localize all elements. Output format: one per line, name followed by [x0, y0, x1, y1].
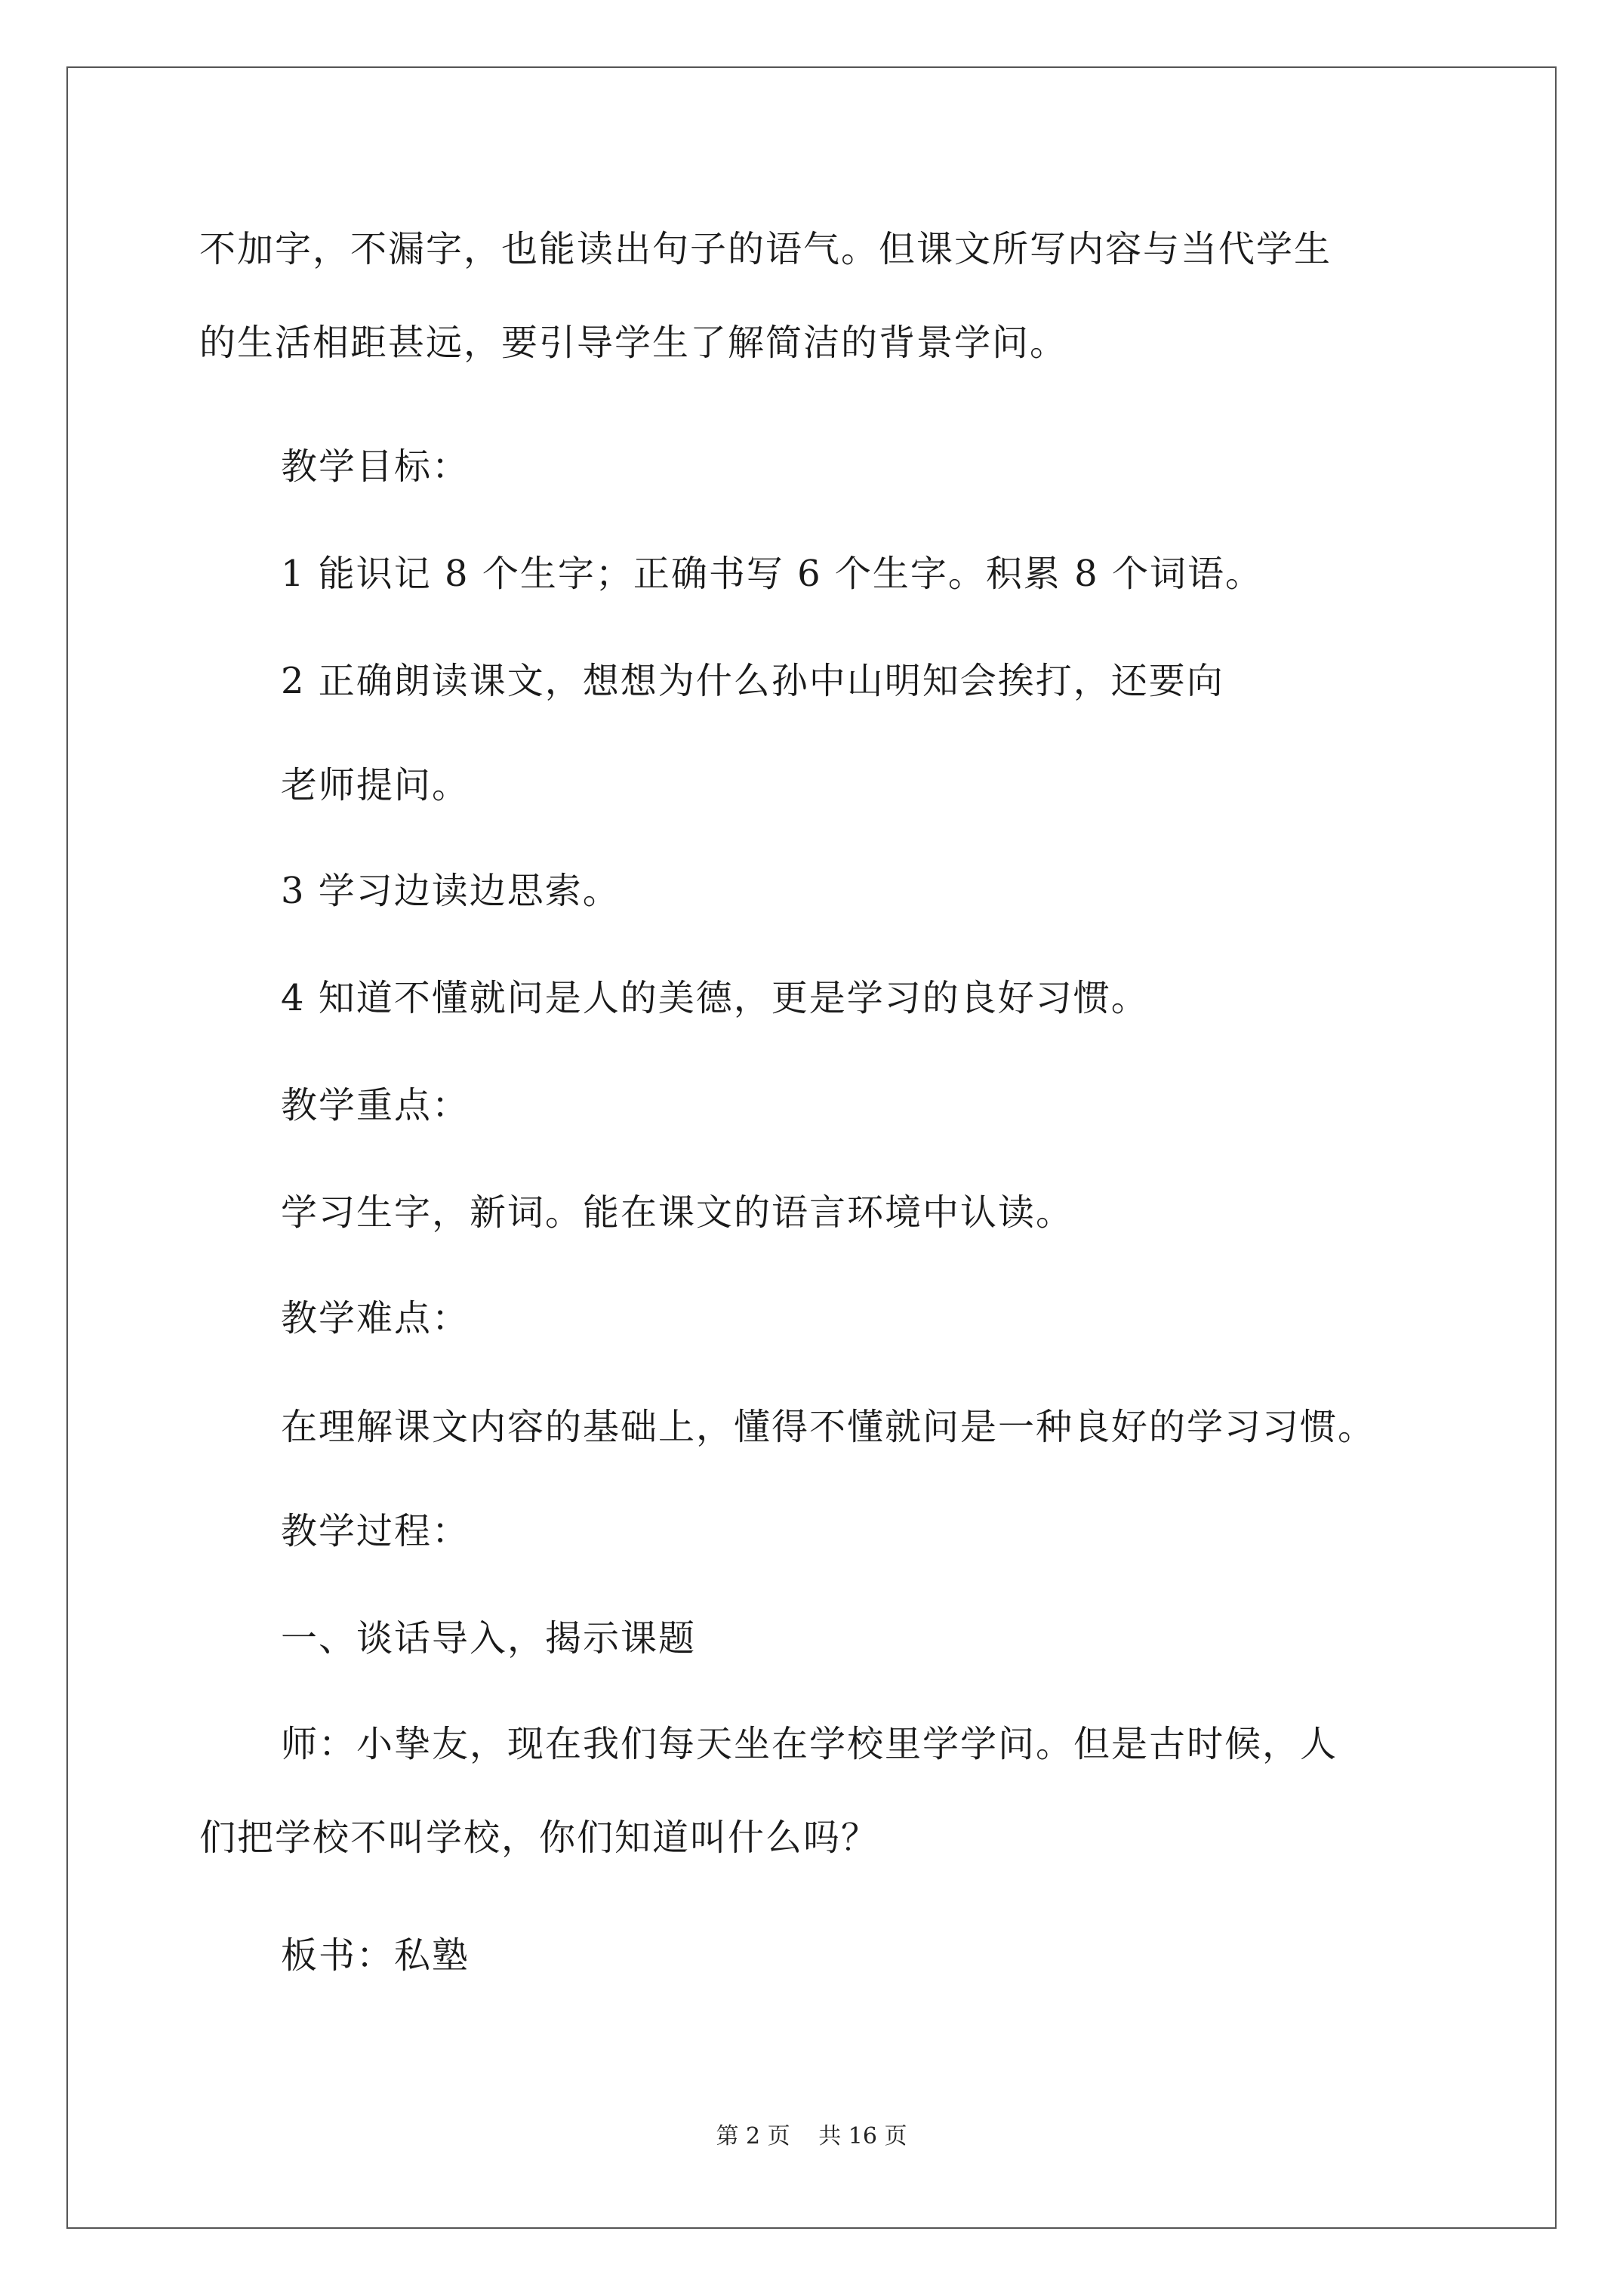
- teacher-dialogue-2: 们把学校不叫学校，你们知道叫什么吗？: [199, 1817, 879, 1859]
- teacher-dialogue-1: 师：小挚友，现在我们每天坐在学校里学学问。但是古时候，人: [281, 1723, 1338, 1765]
- heading-teaching-goals: 教学目标：: [281, 445, 470, 488]
- key-points-text: 学习生字，新词。能在课文的语言环境中认读。: [281, 1191, 1074, 1234]
- goal-item-2: 2 正确朗读课文，想想为什么孙中山明知会挨打，还要向: [281, 660, 1224, 702]
- page-total: 共 16 页: [818, 2123, 907, 2150]
- document-body: [199, 0, 1498, 2296]
- page-number: 第 2 页: [716, 2123, 790, 2150]
- text-line-2: 的生活相距甚远，要引导学生了解简洁的背景学问。: [199, 322, 1068, 364]
- heading-difficulties: 教学难点：: [281, 1297, 470, 1339]
- difficulties-text: 在理解课文内容的基础上，懂得不懂就问是一种良好的学习习惯。: [281, 1406, 1376, 1448]
- text-line-1: 不加字，不漏字，也能读出句子的语气。但课文所写内容与当代学生: [199, 228, 1332, 270]
- goal-item-3: 3 学习边读边思索。: [281, 870, 621, 912]
- heading-key-points: 教学重点：: [281, 1084, 470, 1126]
- page-footer: [0, 2122, 1623, 2152]
- goal-item-4: 4 知道不懂就问是人的美德，更是学习的良好习惯。: [281, 977, 1149, 1019]
- section-one-title: 一、谈话导入，揭示课题: [281, 1617, 697, 1660]
- goal-item-2-cont: 老师提问。: [281, 764, 470, 806]
- heading-process: 教学过程：: [281, 1510, 470, 1552]
- board-writing: 板书：私塾: [281, 1934, 470, 1977]
- goal-item-1: 1 能识记 8 个生字；正确书写 6 个生字。积累 8 个词语。: [281, 553, 1263, 595]
